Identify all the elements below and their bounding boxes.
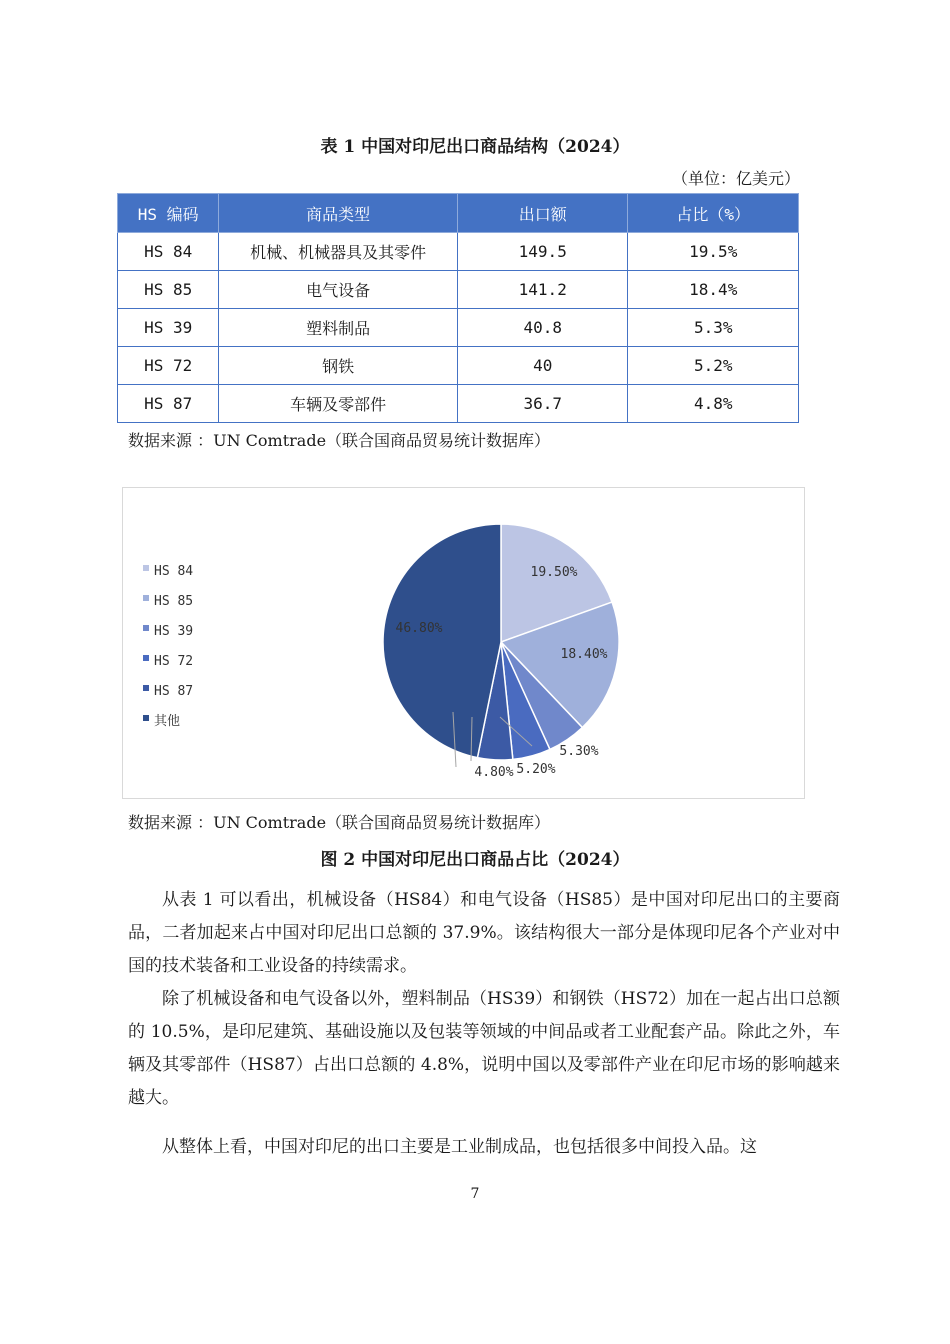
legend-swatch <box>143 565 149 571</box>
paragraph-2: 除了机械设备和电气设备以外，塑料制品（HS39）和钢铁（HS72）加在一起占出口总额的 10.5%，是印尼建筑、基础设施以及包装等领域的中间品或者工业配套产品。除此之外，车辆及其零部件（HS87）占出口总额的 4.8%，说明中国以及零部件产业在印尼市场的影响越来越大。 <box>128 989 840 1108</box>
legend-swatch <box>143 685 149 691</box>
cell-type: 钢铁 <box>219 347 458 385</box>
data-label: 4.80% <box>474 765 514 780</box>
table-row <box>118 309 799 347</box>
header-share: 占比（%） <box>628 194 799 233</box>
figure-source: 数据来源 ：UN Comtrade（联合国商品贸易统计数据库） <box>128 813 551 832</box>
figure-title: 图 2 中国对印尼出口商品占比（2024） <box>320 850 630 870</box>
legend-swatch <box>143 715 149 721</box>
legend-label: HS 87 <box>154 684 194 699</box>
table-row <box>118 385 799 423</box>
cell-type: 塑料制品 <box>219 309 458 347</box>
pie-slice-6 <box>383 524 501 758</box>
cell-code: HS 87 <box>118 385 219 423</box>
cell-code: HS 39 <box>118 309 219 347</box>
cell-share: 19.5% <box>628 233 799 271</box>
legend-label: HS 72 <box>154 654 194 669</box>
cell-value: 36.7 <box>458 385 628 423</box>
cell-value: 40.8 <box>458 309 628 347</box>
data-label: 46.80% <box>395 621 443 636</box>
cell-share: 4.8% <box>628 385 799 423</box>
paragraph-3: 从整体上看，中国对印尼的出口主要是工业制成品，也包括很多中间投入品。这 <box>162 1137 757 1157</box>
legend-label: 其他 <box>154 714 181 729</box>
legend-swatch <box>143 595 149 601</box>
table-row <box>118 271 799 309</box>
header-hs-code: HS 编码 <box>118 194 219 233</box>
legend-label: HS 85 <box>154 594 194 609</box>
page-number: 7 <box>470 1186 480 1202</box>
table-title: 表 1 中国对印尼出口商品结构（2024） <box>320 137 630 157</box>
pie-chart <box>123 488 806 800</box>
cell-share: 5.2% <box>628 347 799 385</box>
cell-code: HS 84 <box>118 233 219 271</box>
data-label: 19.50% <box>530 565 578 580</box>
pie-chart-frame <box>122 487 805 799</box>
cell-type: 机械、机械器具及其零件 <box>219 233 458 271</box>
table-row <box>118 233 799 271</box>
legend-label: HS 84 <box>154 564 194 579</box>
cell-share: 18.4% <box>628 271 799 309</box>
paragraph-1: 从表 1 可以看出，机械设备（HS84）和电气设备（HS85）是中国对印尼出口的主要商品，二者加起来占中国对印尼出口总额的 37.9%。该结构很大一部分是体现印尼各个产业对中国的技术装备和工业设备的持续需求。 <box>128 890 840 976</box>
cell-type: 车辆及零部件 <box>219 385 458 423</box>
cell-code: HS 85 <box>118 271 219 309</box>
table-header-row <box>118 194 799 233</box>
data-label: 5.30% <box>559 744 599 759</box>
legend-label: HS 39 <box>154 624 194 639</box>
cell-value: 40 <box>458 347 628 385</box>
export-structure-table <box>117 193 799 423</box>
cell-code: HS 72 <box>118 347 219 385</box>
header-type: 商品类型 <box>219 194 458 233</box>
legend-swatch <box>143 625 149 631</box>
header-value: 出口额 <box>458 194 628 233</box>
cell-type: 电气设备 <box>219 271 458 309</box>
legend-swatch <box>143 655 149 661</box>
data-label: 5.20% <box>516 762 556 777</box>
table-unit: （单位：亿美元） <box>671 169 800 188</box>
data-label: 18.40% <box>560 647 608 662</box>
table-row <box>118 347 799 385</box>
cell-value: 141.2 <box>458 271 628 309</box>
table-source: 数据来源 ：UN Comtrade（联合国商品贸易统计数据库） <box>128 431 551 450</box>
cell-share: 5.3% <box>628 309 799 347</box>
cell-value: 149.5 <box>458 233 628 271</box>
